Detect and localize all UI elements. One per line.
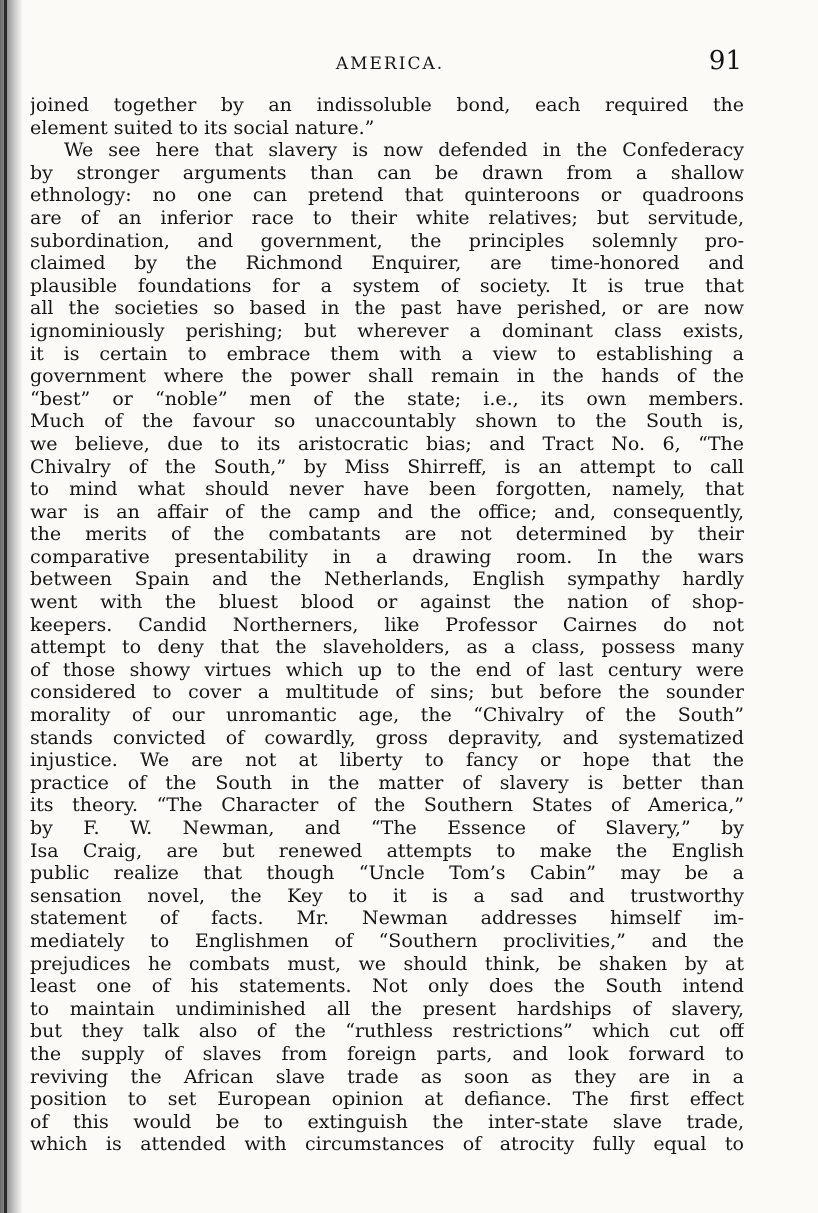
text-line: Much of the favour so unaccountably shown to the South is, <box>30 410 744 433</box>
text-line: by F. W. Newman, and “The Essence of Slavery,” by <box>30 817 744 839</box>
text-line: which is attended with circumstances of atrocity fully equal to <box>30 1133 744 1156</box>
text-line: we believe, due to its aristocratic bias; and Tract No. 6, “The <box>30 432 744 455</box>
text-line: it is certain to embrace them with a view to establishing a <box>30 342 744 365</box>
text-line: statement of facts. Mr. Newman addresses himself im- <box>30 907 744 930</box>
text-line: reviving the African slave trade as soon as they are in a <box>30 1065 744 1088</box>
text-line: plausible foundations for a system of society. It is true that <box>30 274 744 297</box>
text-line: attempt to deny that the slaveholders, as a class, possess many <box>30 636 744 659</box>
text-line: injustice. We are not at liberty to fancy or hope that the <box>30 749 744 772</box>
text-line: the merits of the combatants are not determined by their <box>30 523 744 546</box>
text-line: morality of our unromantic age, the “Chivalry of the South” <box>30 704 744 727</box>
text-line: are of an inferior race to their white relatives; but servitude, <box>30 206 744 229</box>
text-line: position to set European opinion at defiance. The first effect <box>30 1088 744 1111</box>
text-line: of this would be to extinguish the inter-state slave trade, <box>30 1110 744 1133</box>
text-line: We see here that slavery is now defended in the Confederacy <box>64 139 744 162</box>
text-line: by stronger arguments than can be drawn from a shallow <box>30 161 744 184</box>
text-line: to mind what should never have been forgotten, namely, that <box>30 478 744 501</box>
text-line: mediately to Englishmen of “Southern proclivities,” and the <box>30 929 744 952</box>
page-number: 91 <box>708 46 742 76</box>
text-line: comparative presentability in a drawing room. In the wars <box>30 545 744 568</box>
text-line: practice of the South in the matter of slavery is better than <box>30 771 744 794</box>
text-line: considered to cover a multitude of sins; but before the sounder <box>30 681 744 704</box>
body-text <box>30 94 744 1156</box>
text-line: of those showy virtues which up to the end of last century were <box>30 658 744 681</box>
text-line: sensation novel, the Key to it is a sad and trustworthy <box>30 884 744 907</box>
text-line: its theory. “The Character of the Southern States of America,” <box>30 794 744 817</box>
page-header <box>30 44 750 80</box>
text-line: public realize that though “Uncle Tom’s Cabin” may be a <box>30 862 744 885</box>
running-head: AMERICA. <box>335 54 445 74</box>
text-line: ignominiously perishing; but wherever a dominant class exists, <box>30 319 744 342</box>
text-line: ethnology: no one can pretend that quinteroons or quadroons <box>30 184 744 207</box>
text-line: war is an affair of the camp and the office; and, consequently, <box>30 500 744 523</box>
text-line: “best” or “noble” men of the state; i.e., its own members. <box>30 387 744 410</box>
page-binding-edge <box>4 0 7 1213</box>
text-line: all the societies so based in the past have perished, or are now <box>30 297 744 320</box>
text-line: stands convicted of cowardly, gross depravity, and systematized <box>30 726 744 749</box>
text-line: to maintain undiminished all the present hardships of slavery, <box>30 997 744 1020</box>
text-line: government where the power shall remain in the hands of the <box>30 365 744 388</box>
text-line: Chivalry of the South,” by Miss Shirreff, is an attempt to call <box>30 455 744 478</box>
text-line: went with the bluest blood or against the nation of shop- <box>30 591 744 614</box>
text-line: Isa Craig, are but renewed attempts to make the English <box>30 839 744 862</box>
text-line: joined together by an indissoluble bond, each required the <box>30 94 744 116</box>
text-line: element suited to its social nature.” <box>30 116 375 139</box>
text-line: least one of his statements. Not only does the South intend <box>30 975 744 998</box>
text-line: subordination, and government, the principles solemnly pro- <box>30 229 744 252</box>
text-line: the supply of slaves from foreign parts, and look forward to <box>30 1042 744 1065</box>
text-line: between Spain and the Netherlands, English sympathy hardly <box>30 568 744 591</box>
text-line: prejudices he combats must, we should think, be shaken by at <box>30 952 744 975</box>
text-line: but they talk also of the “ruthless restrictions” which cut off <box>30 1020 744 1043</box>
text-line: claimed by the Richmond Enquirer, are time-honored and <box>30 252 744 275</box>
text-line: keepers. Candid Northerners, like Professor Cairnes do not <box>30 613 744 636</box>
